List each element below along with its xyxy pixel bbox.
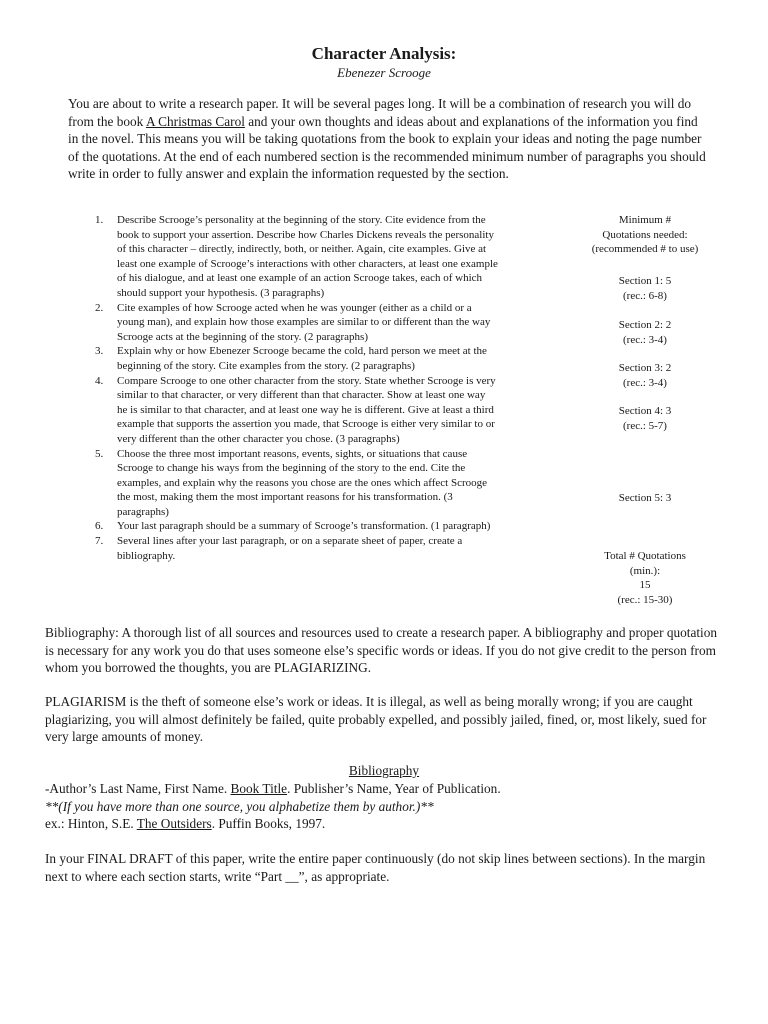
plagiarism-warning: PLAGIARISM is the theft of someone else’s work or ideas. It is illegal, as well as being morally wrong; if you are caught plagiarizing, you will almost definitely be failed, quite probably expelled, and possibly jailed, fined, or, most likely, sued for very large amounts of money. [45, 694, 707, 744]
section-text: Cite examples of how Scrooge acted when he was younger (either as a child or a young man), and explain how those examples are similar to or different than the way Scrooge acts at the beginning of the story. (2 paragraphs) [117, 301, 491, 343]
intro-text-2: and your own thoughts and ideas about and explanations of the information you find in the novel. This means you will be taking quotations from the book to explain your ideas and noting the page number of the quotations. At the end of each numbered section is the recommended minimum number of paragraphs you should write in order to fully answer and explain the information requested by the section. [68, 113, 706, 181]
requirement-section-3: Section 3: 2 (rec.: 3-4) [618, 362, 672, 389]
section-text: Compare Scrooge to one other character from the story. State whether Scrooge is very similar to that character, or very different than that character. Show at least one way he is similar to that character, and at least one way he is different. Give at least a third example that supports the assertion you made, that Scrooge is either very similar to or very different than the other character you chose. (3 paragraphs) [117, 374, 496, 445]
intro-book-title: A Christmas Carol [145, 113, 245, 129]
section-number: 2. [95, 301, 104, 314]
section-item-7 [88, 534, 498, 563]
page-subtitle: Ebenezer Scrooge [337, 65, 431, 80]
section-number: 1. [95, 214, 104, 226]
section-number: 5. [95, 447, 104, 460]
format-book-title: Book Title [230, 781, 288, 796]
section-item-2 [88, 301, 498, 345]
section-number: 4. [95, 374, 104, 387]
section-number: 3. [95, 345, 104, 358]
requirement-section-1: Section 1: 5 (rec.: 6-8) [618, 275, 672, 302]
bibliography-example-line: ex.: Hinton, S.E. The Outsiders. Puffin Books, 1997. [45, 816, 326, 831]
requirement-section-5: Section 5: 3 [618, 492, 672, 504]
section-item-3 [88, 344, 498, 373]
section-text: Your last paragraph should be a summary of Scrooge’s transformation. (1 paragraph) [117, 520, 491, 533]
bibliography-alphabetize-note: **(If you have more than one source, you alphabetize them by author.)** [45, 799, 434, 814]
section-text: Choose the three most important reasons, events, sights, or situations that cause Scrooge to change his ways from the beginning of the story to the end. Cite the examples, and explain why the reasons you chose are the ones which affect Scrooge the most, making them the most important reasons for his transformation. (3 paragraphs) [117, 447, 488, 518]
requirements-header: Minimum # Quotations needed: (recommended # to use) [591, 214, 699, 256]
requirement-section-2: Section 2: 2 (rec.: 3-4) [618, 319, 672, 346]
section-item-1 [88, 213, 498, 301]
intro-paragraph [68, 95, 708, 183]
example-book-title: The Outsiders [136, 816, 212, 831]
section-item-6 [88, 519, 498, 534]
requirement-section-4: Section 4: 3 (rec.: 5-7) [618, 405, 672, 432]
bibliography-heading: Bibliography [348, 763, 420, 778]
bibliography-format-line: -Author’s Last Name, First Name. Book Title. Publisher’s Name, Year of Publication. [45, 781, 501, 796]
final-draft-instructions: In your FINAL DRAFT of this paper, write the entire paper continuously (do not skip lines between sections). In the margin next to where each section starts, write “Part __”, as appropriate. [45, 851, 706, 884]
requirement-total: Total # Quotations (min.): 15 (rec.: 15-30) [604, 550, 686, 606]
section-text: Several lines after your last paragraph, or on a separate sheet of paper, create a bibliography. [117, 535, 463, 562]
section-item-4 [88, 374, 498, 447]
page-title: Character Analysis: [311, 44, 457, 63]
section-text: Explain why or how Ebenezer Scrooge became the cold, hard person we meet at the beginning of the story. Cite examples from the story. (2 paragraphs) [117, 345, 487, 372]
section-text: Describe Scrooge’s personality at the beginning of the story. Cite evidence from the book to support your assertion. Describe how Charles Dickens reveals the personality of this character – directly, indirectly, both, or neither. Again, cite examples. Give at least one example of Scrooge’s interactions with other characters, at least one example of his dialogue, and at least one example of an action Scrooge takes, each of which should support your hypothesis. (3 paragraphs) [117, 214, 498, 299]
intro-text-1: You are about to write a research paper. It will be several pages long. It will be a combination of research you will do from the book [68, 96, 692, 129]
section-number: 7. [95, 535, 104, 548]
section-number: 6. [95, 520, 104, 533]
section-item-5 [88, 447, 498, 520]
section-list [88, 213, 498, 563]
bibliography-definition: Bibliography: A thorough list of all sources and resources used to create a research paper. A bibliography and proper quotation is necessary for any work you do that uses someone else’s specific words or ideas. If you do not give credit to the person from whom you borrowed the thoughts, you are PLAGIARIZING. [45, 625, 718, 675]
